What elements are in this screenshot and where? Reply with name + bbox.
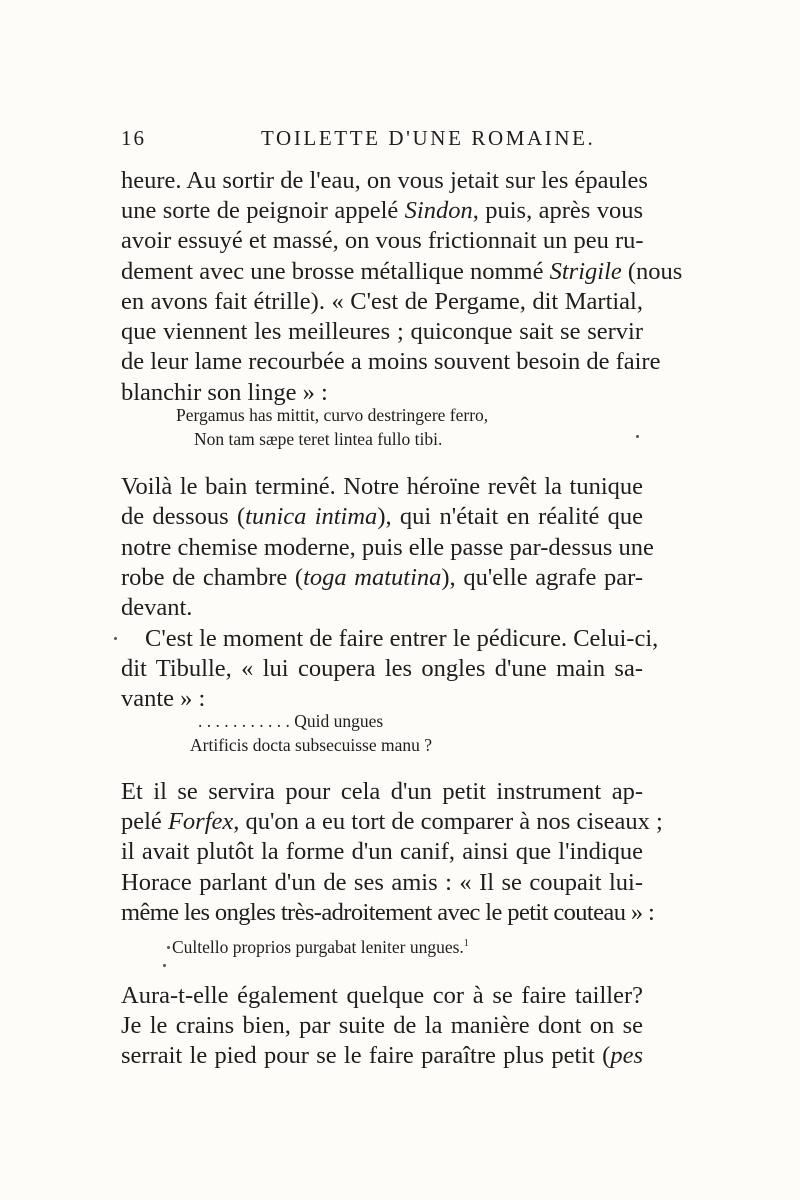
text-line: pelé Forfex, qu'on a eu tort de comparer à nos ciseaux ; [121,808,663,835]
page-number: 16 [121,126,146,150]
latin-term: tunica intima [245,503,378,530]
text-line: dement avec une brosse métallique nommé Strigile (nous [121,258,683,285]
scan-speck [167,946,170,949]
running-title: TOILETTE D'UNE ROMAINE. [261,126,596,150]
text-line: C'est le moment de faire entrer le pédicure. Celui-ci, [145,625,659,652]
verse-line: Non tam sæpe teret lintea fullo tibi. [194,429,443,449]
latin-term: Forfex [167,808,234,835]
running-header [121,126,641,158]
verse-line: Artificis docta subsecuisse manu ? [190,735,433,755]
text-line: Horace parlant d'un de ses amis : « Il se coupait lui- [121,869,643,896]
latin-term: Sindon [404,197,473,224]
scan-speck [114,637,117,640]
text-line: en avons fait étrille). « C'est de Pergame, dit Martial, [121,288,643,315]
text-line: vante » : [121,685,206,712]
text-line: il avait plutôt la forme d'un canif, ainsi que l'indique [121,838,643,865]
latin-term: toga matutina [303,564,442,591]
text-line: Aura-t-elle également quelque cor à se faire tailler? [121,982,643,1009]
verse-line: . . . . . . . . . . . Quid ungues [198,711,384,731]
footnote-marker: 1 [463,938,469,949]
text-line: même les ongles très-adroitement avec le petit couteau » : [121,899,655,926]
text-line: heure. Au sortir de l'eau, on vous jetait sur les épaules [121,167,648,194]
text-line: de leur lame recourbée a moins souvent besoin de faire [121,348,661,375]
text-line: blanchir son linge » : [121,379,328,406]
text-line: devant. [121,594,193,621]
text-line: serrait le pied pour se le faire paraître plus petit (pes [121,1042,643,1069]
latin-term: Strigile [549,258,622,285]
text-line: dit Tibulle, « lui coupera les ongles d'une main sa- [121,655,643,682]
text-line: avoir essuyé et massé, on vous frictionnait un peu ru- [121,227,644,254]
text-line: Voilà le bain terminé. Notre héroïne revêt la tunique [121,473,643,500]
latin-term: pes [610,1042,643,1069]
text-line: une sorte de peignoir appelé Sindon, puis, après vous [121,197,643,224]
scan-speck [636,435,639,438]
text-line: notre chemise moderne, puis elle passe par-dessus une [121,534,654,561]
text-line: Je le crains bien, par suite de la manière dont on se [121,1012,643,1039]
text-line: que viennent les meilleures ; quiconque sait se servir [121,318,643,345]
text-line: de dessous (tunica intima), qui n'était en réalité que [121,503,643,530]
text-line: robe de chambre (toga matutina), qu'elle agrafe par- [121,564,644,591]
verse-line: Pergamus has mittit, curvo destringere ferro, [176,405,489,425]
text-line: Et il se servira pour cela d'un petit instrument ap- [121,778,643,805]
verse-line: Cultello proprios purgabat leniter ungues.$^1$ [172,936,469,957]
scan-speck [163,964,166,967]
